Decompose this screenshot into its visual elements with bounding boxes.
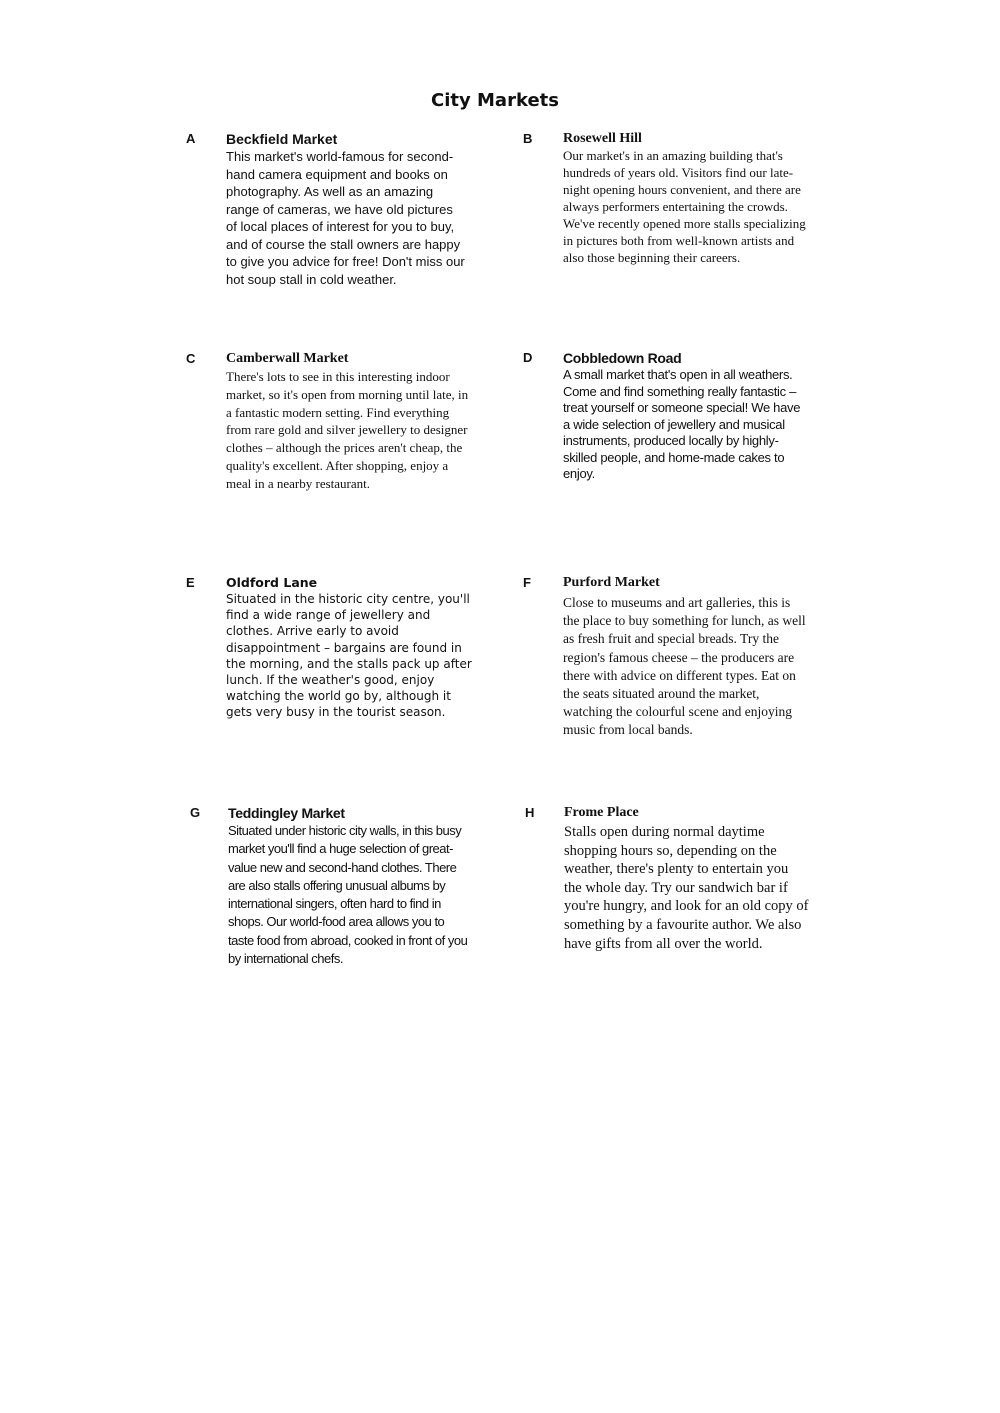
market-description: This market's world-famous for second-hand camera equipment and books on photography. As well as an amazing range of cameras, we have old pictures of local places of interest for you to buy, and of course the stall owners are happy to give you advice for free! Don't miss our hot soup stall in cold weather. [226, 149, 465, 287]
market-name: Teddingley Market [228, 805, 345, 821]
market-description: Our market's in an amazing building that's hundreds of years old. Visitors find our late-night opening hours convenient, and there are always performers entertaining the crowds. We've recently opened more stalls specializing in pictures both from well-known artists and also those beginning their careers. [563, 148, 806, 265]
market-name: Beckfield Market [226, 131, 338, 147]
market-name: Camberwall Market [226, 351, 349, 366]
entry-letter: C [186, 351, 196, 366]
entry-letter: E [186, 575, 195, 590]
market-name: Rosewell Hill [563, 131, 642, 146]
entry-letter: D [523, 350, 533, 365]
market-name: Cobbledown Road [563, 350, 682, 366]
page-title: City Markets [431, 90, 559, 111]
entry-letter: F [523, 575, 531, 590]
market-name: Purford Market [563, 575, 660, 590]
market-name: Oldford Lane [226, 575, 318, 590]
entry-letter: H [525, 805, 535, 820]
market-description: Situated under historic city walls, in this busy market you'll find a huge selection of great-value new and second-hand clothes. There are also stalls offering unusual albums by international singers, often hard to find in shops. Our world-food area allows you to taste food from abroad, cooked in front of you by international chefs. [228, 823, 468, 967]
market-description: A small market that's open in all weathers. Come and find something really fantastic – treat yourself or someone special! We have a wide selection of jewellery and musical instruments, produced locally by highly-skilled people, and home-made cakes to enjoy. [563, 367, 801, 481]
market-description: Stalls open during normal daytime shopping hours so, depending on the weather, there's plenty to entertain you the whole day. Try our sandwich bar if you're hungry, and look for an old copy of something by a favourite author. We also have gifts from all over the world. [564, 824, 809, 952]
market-name: Frome Place [564, 805, 639, 820]
entry-letter: A [186, 131, 196, 146]
entry-letter: B [523, 131, 533, 146]
market-description: Situated in the historic city centre, you'll find a wide range of jewellery and clothes. Arrive early to avoid disappointment – bargains are found in the morning, and the stalls pack up after lunch. If the weather's good, enjoy watching the world go by, although it gets very busy in the tourist season. [226, 592, 472, 720]
market-description: Close to museums and art galleries, this is the place to buy something for lunch, as well as fresh fruit and special breads. Try the region's famous cheese – the producers are there with advice on different types. Eat on the seats situated around the market, watching the colourful scene and enjoying music from local bands. [563, 595, 806, 738]
entry-letter: G [190, 805, 201, 820]
market-description: There's lots to see in this interesting indoor market, so it's open from morning until late, in a fantastic modern setting. Find everything from rare gold and silver jewellery to designer clothes – although the prices aren't cheap, the quality's excellent. After shopping, enjoy a meal in a nearby restaurant. [226, 369, 469, 491]
